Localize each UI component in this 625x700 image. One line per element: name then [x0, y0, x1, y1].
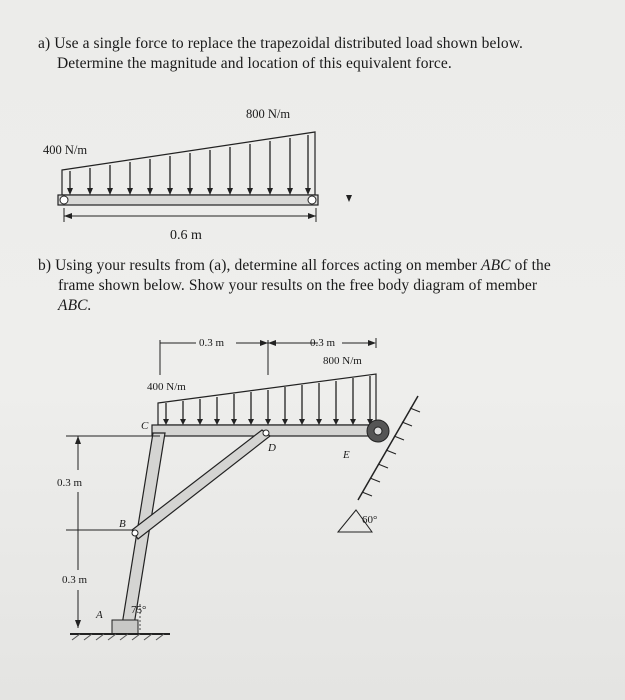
frame-load-arrowheads	[163, 419, 373, 425]
figure-a-span: 0.6 m	[170, 228, 202, 243]
point-e-label: E	[343, 449, 350, 461]
frame-load-envelope	[158, 374, 376, 425]
figure-b-load-left: 400 N/m	[147, 381, 186, 393]
figure-b-dim-right: 0.3 m	[310, 337, 336, 349]
figure-b-vert-lower: 0.3 m	[62, 574, 88, 586]
figure-b-dim-left: 0.3 m	[199, 337, 225, 349]
part-b-member-abc: ABC	[481, 257, 511, 274]
part-b-line-1-post: of the	[510, 257, 551, 274]
angle-75-label: 75°	[131, 604, 147, 616]
angle-60-label: 60°	[362, 514, 378, 526]
part-b-line-3: ABC.	[58, 297, 92, 314]
figure-a-load-right: 800 N/m	[246, 107, 291, 121]
part-a-line-2: Determine the magnitude and location of this equivalent force.	[57, 55, 452, 72]
figure-a-load-left: 400 N/m	[43, 143, 88, 157]
figure-b-load-right: 800 N/m	[323, 355, 362, 367]
figure-b-vert-upper: 0.3 m	[57, 477, 83, 489]
point-b-label: B	[119, 518, 126, 530]
point-d-label: D	[268, 442, 276, 454]
support-a	[112, 620, 138, 634]
frame-load-arrows	[166, 376, 370, 421]
inclined-surface	[358, 396, 418, 500]
part-b-line-2: frame shown below. Show your results on the free body diagram of member	[58, 277, 538, 294]
point-c-label: C	[141, 420, 149, 432]
part-a-line-1: a) Use a single force to replace the trapezoidal distributed load shown below.	[38, 35, 523, 52]
point-a-label: A	[96, 609, 103, 621]
part-b-line-1-pre: b) Using your results from (a), determine all forces acting on member	[38, 257, 482, 274]
